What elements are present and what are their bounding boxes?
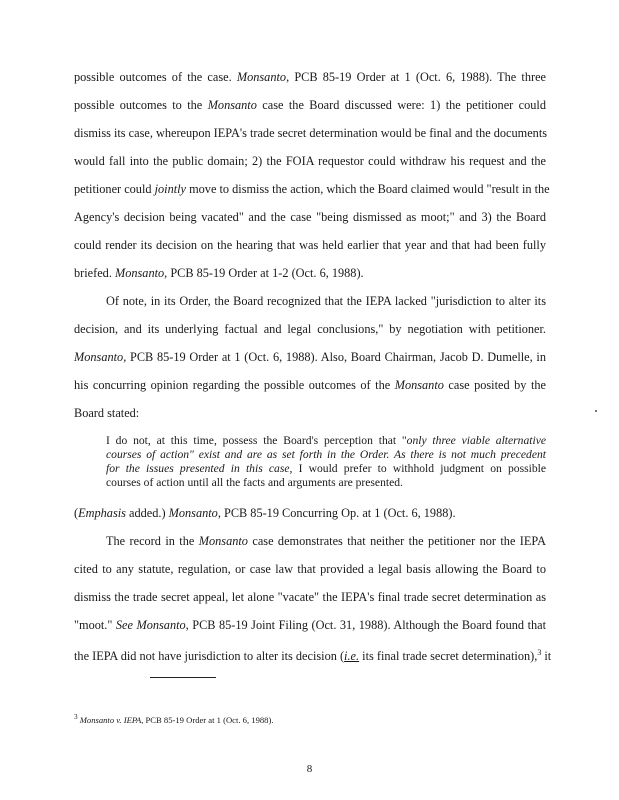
- quote-line: courses of action until all the facts and arguments are presented.: [106, 476, 403, 489]
- text-line: possible outcomes to the Monsanto case the Board discussed were: 1) the petitioner could: [74, 98, 546, 112]
- text-line: possible outcomes of the case. Monsanto, PCB 85-19 Order at 1 (Oct. 6, 1988). The three: [74, 70, 546, 84]
- quote-line: for the issues presented in this case, I would prefer to withhold judgment on possible: [106, 462, 546, 475]
- text-line: Board stated:: [74, 406, 140, 420]
- page-number: 8: [306, 763, 313, 775]
- text-line: would fall into the public domain; 2) the FOIA requestor could withdraw his request and the: [74, 154, 546, 168]
- text-line: "moot." See Monsanto, PCB 85-19 Joint Filing (Oct. 31, 1988). Although the Board found that: [74, 618, 547, 632]
- text-line: cited to any statute, regulation, or case law that provided a legal basis allowing the Board to: [74, 562, 546, 576]
- text-line: dismiss the trade secret appeal, let alone "vacate" the IEPA's final trade secret determination as: [74, 590, 546, 604]
- footnote: $^3$ Monsanto v. IEPA, PCB 85-19 Order at 1 (Oct. 6, 1988).: [74, 713, 274, 725]
- text-line: could render its decision on the hearing that was held earlier that year and that had been fully: [74, 238, 546, 252]
- footnote-divider: [150, 677, 216, 678]
- text-line: briefed. Monsanto, PCB 85-19 Order at 1-2 (Oct. 6, 1988).: [74, 266, 364, 280]
- text-line: Agency's decision being vacated" and the case "being dismissed as moot;" and 3) the Board: [74, 210, 546, 224]
- text-line: decision, and its underlying factual and legal conclusions," by negotiation with petitioner.: [74, 322, 546, 336]
- text-line: (Emphasis added.) Monsanto, PCB 85-19 Concurring Op. at 1 (Oct. 6, 1988).: [74, 506, 456, 520]
- quote-line: courses of action" exist and are as set forth in the Order. As there is not much precedent: [106, 448, 546, 461]
- text-line: Monsanto, PCB 85-19 Order at 1 (Oct. 6, 1988). Also, Board Chairman, Jacob D. Dumelle, in: [74, 350, 546, 364]
- scan-speck: [595, 410, 597, 412]
- text-line: Of note, in its Order, the Board recognized that the IEPA lacked "jurisdiction to alter its: [106, 294, 546, 308]
- text-line: his concurring opinion regarding the possible outcomes of the Monsanto case posited by the: [74, 378, 546, 392]
- text-line: the IEPA did not have jurisdiction to alter its decision (i.e. its final trade secret determination),$^3$ it: [74, 648, 552, 664]
- text-line: The record in the Monsanto case demonstrates that neither the petitioner nor the IEPA: [106, 534, 547, 548]
- text-line: petitioner could jointly move to dismiss the action, which the Board claimed would "result in the: [74, 182, 550, 196]
- quote-line: I do not, at this time, possess the Board's perception that "only three viable alternative: [106, 434, 546, 447]
- text-line: dismiss its case, whereupon IEPA's trade secret determination would be final and the documents: [74, 126, 548, 140]
